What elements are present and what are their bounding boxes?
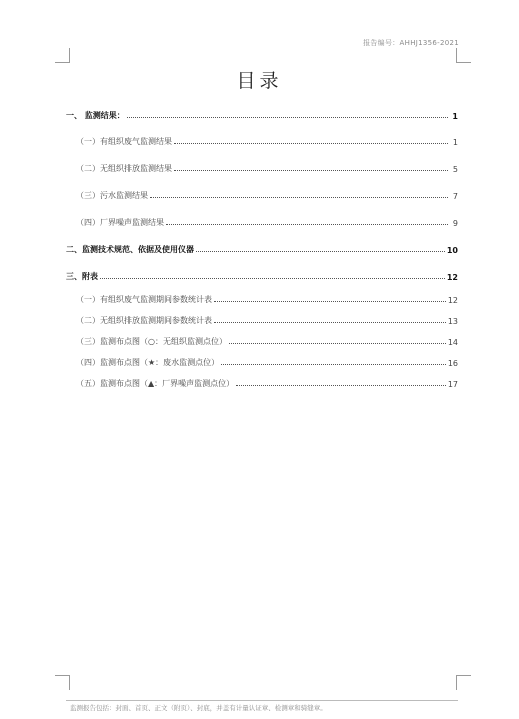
toc-entry-text: （三）污水监测结果: [76, 191, 148, 200]
toc-leader-dots: [196, 250, 445, 252]
toc-entry-page: 17: [447, 380, 458, 389]
toc-entry-text: （五）监测布点图（▲：厂界噪声监测点位）: [76, 379, 235, 388]
toc-leader-dots: [214, 300, 446, 302]
toc-entry[interactable]: [66, 133, 458, 147]
toc-entry-text: 三、附表: [66, 272, 98, 281]
toc-entry[interactable]: [66, 241, 458, 255]
toc-leader-dots: [214, 321, 446, 323]
toc-entry-text: 二、监测技术规范、依据及使用仪器: [66, 245, 194, 254]
toc-entry-page: 9: [452, 219, 458, 228]
report-code: 报告编号：AHHJ1356-2021: [363, 39, 459, 47]
crop-mark-top-left: [55, 48, 70, 63]
toc-entry[interactable]: [66, 312, 458, 326]
toc-entry-page: 13: [447, 317, 458, 326]
toc-entry-text: （一）有组织废气监测结果: [76, 137, 172, 146]
footer-divider: [66, 700, 458, 701]
toc-leader-dots: [150, 196, 448, 198]
toc-entry-page: 12: [447, 296, 458, 305]
page-title: 目录: [236, 70, 283, 92]
toc-leader-dots: [100, 277, 445, 279]
toc-leader-dots: [221, 363, 446, 365]
toc-entry[interactable]: [66, 354, 458, 368]
toc-entry[interactable]: [66, 268, 458, 282]
toc-entry-text: （四）监测布点图（★：废水监测点位）: [76, 358, 220, 367]
toc-entry-text: （二）无组织排放监测期间参数统计表: [76, 316, 212, 325]
toc-leader-dots: [174, 169, 448, 171]
toc-entry[interactable]: [66, 187, 458, 201]
crop-mark-top-right: [456, 48, 471, 63]
toc-leader-dots: [236, 384, 446, 386]
toc-entry-text: 一、 监测结果：: [66, 111, 125, 120]
toc-entry[interactable]: [66, 214, 458, 228]
toc-entry-text: （二）无组织排放监测结果: [76, 164, 172, 173]
toc-entry-page: 16: [447, 359, 458, 368]
toc-entry[interactable]: [66, 333, 458, 347]
toc-entry[interactable]: [66, 375, 458, 389]
toc-entry-text: （三）监测布点图（○：无组织监测点位）: [76, 337, 227, 346]
crop-mark-bottom-right: [456, 675, 471, 690]
toc-entry[interactable]: [66, 107, 458, 121]
toc-leader-dots: [127, 116, 448, 118]
toc-entry[interactable]: [66, 291, 458, 305]
crop-mark-bottom-left: [55, 675, 70, 690]
toc-entry-page: 12: [446, 273, 458, 282]
toc-entry-page: 10: [446, 246, 458, 255]
toc-entry[interactable]: [66, 160, 458, 174]
footer-note: 监测报告包括：封面、首页、正文（附页）、封底，并盖有计量认证章、检测章和骑缝章。: [70, 704, 327, 712]
toc-entry-text: （一）有组织废气监测期间参数统计表: [76, 295, 212, 304]
toc-entry-page: 1: [452, 138, 458, 147]
toc-entry-page: 5: [452, 165, 458, 174]
toc-leader-dots: [229, 342, 446, 344]
toc-entry-text: （四）厂界噪声监测结果: [76, 218, 164, 227]
toc-leader-dots: [166, 223, 448, 225]
toc-entry-page: 1: [452, 112, 458, 121]
toc-leader-dots: [174, 142, 448, 144]
toc-entry-page: 7: [452, 192, 458, 201]
toc-entry-page: 14: [447, 338, 458, 347]
